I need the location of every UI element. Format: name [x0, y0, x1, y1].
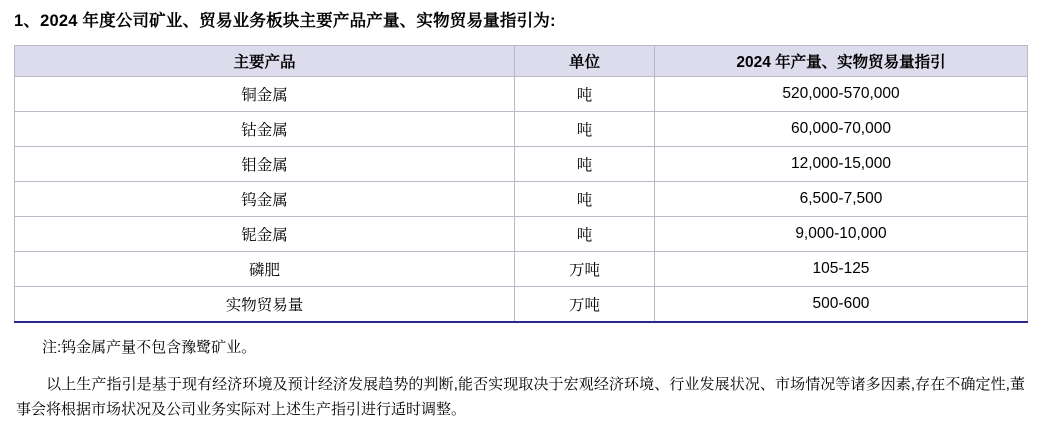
table-row — [15, 252, 1028, 287]
table-row — [15, 217, 1028, 252]
cell-product: 铌金属 — [15, 217, 515, 252]
cell-product: 实物贸易量 — [15, 287, 515, 323]
column-header-unit: 单位 — [515, 46, 655, 77]
table-note: 注:钨金属产量不包含豫鹭矿业。 — [42, 339, 257, 357]
cell-value: 500-600 — [655, 287, 1028, 323]
cell-unit: 吨 — [515, 147, 655, 182]
cell-unit: 万吨 — [515, 252, 655, 287]
cell-product: 铜金属 — [15, 77, 515, 112]
cell-unit: 吨 — [515, 217, 655, 252]
column-header-product: 主要产品 — [15, 46, 515, 77]
disclaimer-text: 以上生产指引是基于现有经济环境及预计经济发展趋势的判断,能否实现取决于宏观经济环境、行业发展状况、市场情况等诸多因素,存在不确定性,董事会将根据市场状况及公司业务实际对上述生产指引进行适时调整。 — [16, 375, 1025, 419]
cell-unit: 万吨 — [515, 287, 655, 323]
cell-value: 60,000-70,000 — [655, 112, 1028, 147]
table-row — [15, 287, 1028, 323]
table-row — [15, 147, 1028, 182]
cell-unit: 吨 — [515, 112, 655, 147]
cell-value: 9,000-10,000 — [655, 217, 1028, 252]
cell-product: 磷肥 — [15, 252, 515, 287]
cell-product: 钨金属 — [15, 182, 515, 217]
cell-value: 520,000-570,000 — [655, 77, 1028, 112]
cell-product: 钼金属 — [15, 147, 515, 182]
cell-unit: 吨 — [515, 77, 655, 112]
table-row — [15, 112, 1028, 147]
page-title: 1、2024 年度公司矿业、贸易业务板块主要产品产量、实物贸易量指引为: — [14, 12, 556, 30]
cell-value: 12,000-15,000 — [655, 147, 1028, 182]
cell-product: 钴金属 — [15, 112, 515, 147]
production-guidance-table — [14, 45, 1028, 323]
column-header-value: 2024 年产量、实物贸易量指引 — [655, 46, 1028, 77]
cell-value: 105-125 — [655, 252, 1028, 287]
table-header-row — [15, 46, 1028, 77]
cell-unit: 吨 — [515, 182, 655, 217]
table-row — [15, 182, 1028, 217]
table-row — [15, 77, 1028, 112]
cell-value: 6,500-7,500 — [655, 182, 1028, 217]
disclaimer-paragraph — [0, 360, 1041, 423]
